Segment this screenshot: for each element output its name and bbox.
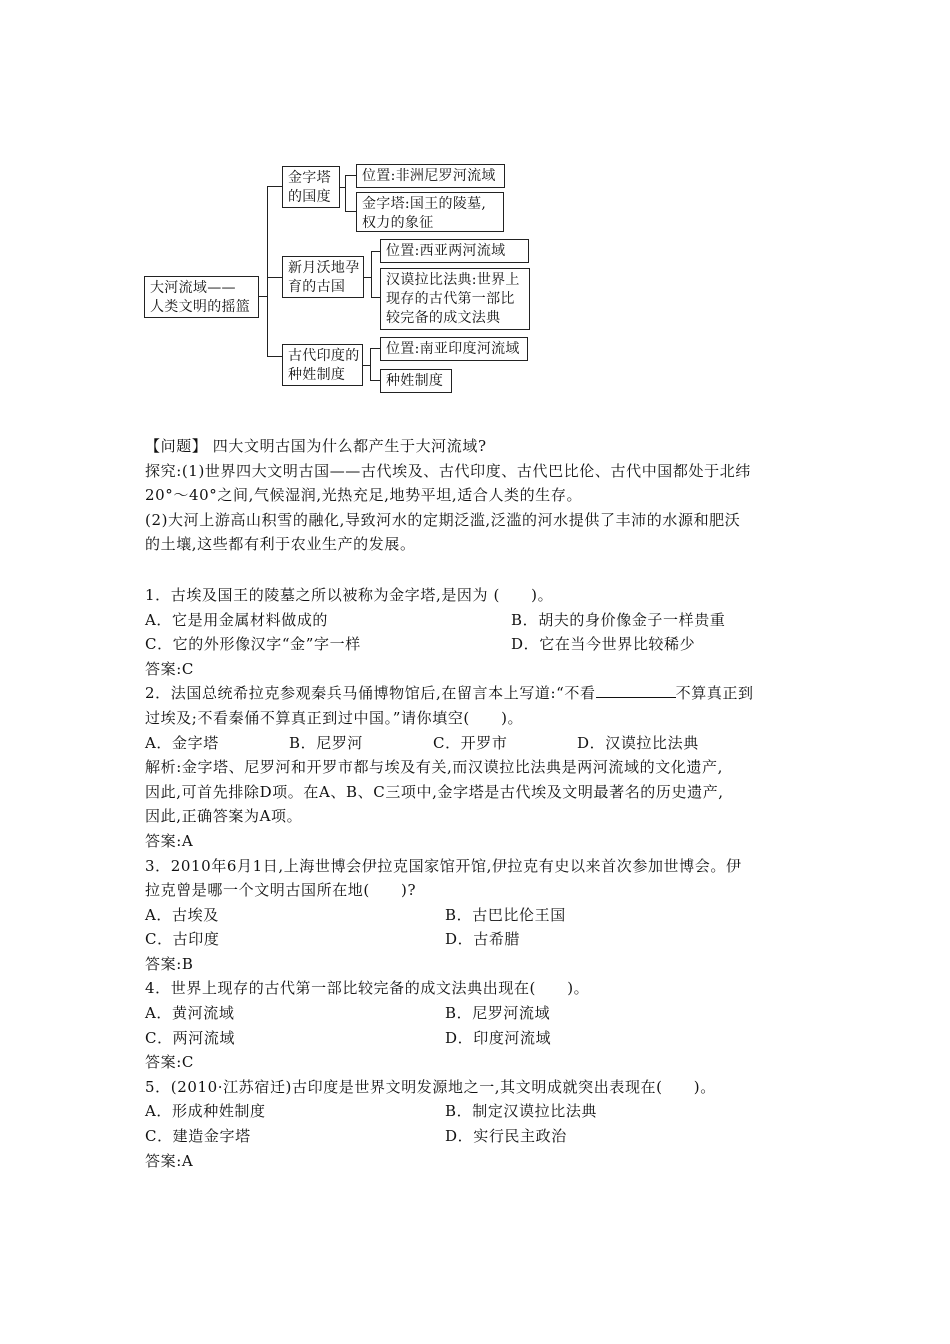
exercise-stem: 拉克曾是哪一个文明古国所在地( )?: [145, 881, 417, 900]
answer: 答案:A: [145, 831, 194, 850]
option: C．两河流域: [145, 1028, 236, 1047]
option: B．尼罗河流域: [445, 1004, 551, 1023]
option-row: [145, 1026, 810, 1051]
map-branch-line: 种姓制度: [288, 367, 346, 383]
map-item-line: 位置:非洲尼罗河流域: [362, 168, 496, 184]
connector: [371, 251, 372, 298]
explore-line: 20°～40°之间,气候湿润,光热充足,地势平坦,适合人类的生存。: [145, 486, 583, 505]
option: D．它在当今世界比较稀少: [511, 635, 696, 654]
map-item-line: 权力的象征: [362, 215, 434, 231]
question-heading: [145, 434, 810, 459]
map-item-line: 较完备的成文法典: [386, 310, 501, 326]
exercise-stem: 过埃及;不看秦俑不算真正到过中国。”请你填空( )。: [145, 708, 524, 727]
map-root-line: 大河流域——: [150, 280, 236, 296]
connector: [267, 186, 268, 357]
connector: [370, 348, 371, 381]
option-row: [145, 608, 810, 633]
analysis-line: 因此,可首先排除D项。在A、B、C三项中,金字塔是古代埃及文明最著名的历史遗产,: [145, 782, 724, 801]
fill-blank: [596, 683, 676, 698]
question-tag: 【问题】: [145, 437, 208, 455]
exercise-stem: 3．2010年6月1日,上海世博会伊拉克国家馆开馆,伊拉克有史以来首次参加世博会。伊: [145, 856, 742, 875]
option-row: [145, 903, 810, 928]
question-text: 四大文明古国为什么都产生于大河流域?: [207, 437, 487, 455]
map-item-line: 位置:西亚两河流域: [386, 243, 506, 259]
option: C．它的外形像汉字“金”字一样: [145, 635, 361, 654]
option: A．黄河流域: [145, 1004, 235, 1023]
concept-map: [0, 0, 950, 400]
option: D．印度河流域: [445, 1028, 552, 1047]
stem-part: 2．法国总统希拉克参观秦兵马俑博物馆后,在留言本上写道:“不看: [145, 684, 596, 703]
option: D．汉谟拉比法典: [577, 733, 699, 752]
option: D．古希腊: [445, 930, 521, 949]
explore-line: (2)大河上游高山积雪的融化,导致河水的定期泛滥,泛滥的河水提供了丰沛的水源和肥沃: [145, 510, 741, 529]
connector: [267, 356, 282, 357]
option: D．实行民主政治: [445, 1127, 567, 1146]
option-row: [145, 1124, 810, 1149]
map-branch-line: 古代印度的: [288, 348, 360, 364]
map-branch-caste: [282, 344, 363, 386]
exercise-stem: [145, 681, 810, 706]
connector: [370, 380, 380, 381]
option: C．开罗市: [433, 733, 508, 752]
map-root-line: 人类文明的摇篮: [150, 299, 251, 315]
option: A．金字塔: [145, 733, 219, 752]
connector: [370, 348, 380, 349]
explore-line: 探究:(1)世界四大文明古国——古代埃及、古代印度、古代巴比伦、古代中国都处于北纬: [145, 461, 751, 480]
option: A．它是用金属材料做成的: [145, 610, 329, 629]
option: B．制定汉谟拉比法典: [445, 1102, 598, 1121]
connector: [267, 186, 282, 187]
connector: [345, 175, 356, 176]
option-row: [145, 1099, 810, 1124]
connector: [371, 297, 380, 298]
option-row: [145, 731, 810, 756]
connector: [371, 251, 380, 252]
map-item-line: 位置:南亚印度河流域: [386, 341, 520, 357]
option-row: [145, 632, 810, 657]
map-item-line: 金字塔:国王的陵墓,: [362, 196, 487, 212]
exercise-stem: 4．世界上现存的古代第一部比较完备的成文法典出现在( )。: [145, 979, 590, 998]
option-row: [145, 1001, 810, 1026]
option: B．尼罗河: [289, 733, 364, 752]
map-item-line: 汉谟拉比法典:世界上: [386, 272, 520, 288]
option-row: [145, 927, 810, 952]
connector: [345, 175, 346, 212]
spacer: [145, 557, 810, 583]
stem-part: 不算真正到: [675, 684, 754, 703]
explore-line: 的土壤,这些都有利于农业生产的发展。: [145, 535, 416, 554]
option: A．古埃及: [145, 905, 219, 924]
map-item: [380, 239, 529, 263]
option: B．胡夫的身价像金子一样贵重: [511, 610, 726, 629]
map-branch-pyramid: [282, 166, 340, 208]
map-branch-line: 的国度: [288, 189, 331, 205]
map-item-line: 现存的古代第一部比: [386, 291, 515, 307]
map-item: [380, 369, 452, 393]
exercise-stem: 5．(2010·江苏宿迁)古印度是世界文明发源地之一,其文明成就突出表现在( )。: [145, 1077, 716, 1096]
map-branch-line: 育的古国: [288, 279, 346, 295]
answer: 答案:C: [145, 659, 194, 678]
connector: [345, 211, 356, 212]
map-branch-line: 新月沃地孕: [288, 260, 360, 276]
answer: 答案:C: [145, 1053, 194, 1072]
analysis-line: 因此,正确答案为A项。: [145, 807, 303, 826]
map-item: [380, 268, 530, 330]
exercise-stem: 1．古埃及国王的陵墓之所以被称为金字塔,是因为 ( )。: [145, 585, 554, 604]
map-item-line: 种姓制度: [386, 373, 444, 389]
map-item: [356, 164, 505, 188]
option: C．建造金字塔: [145, 1127, 251, 1146]
map-item: [356, 192, 504, 232]
connector: [267, 277, 282, 278]
option: C．古印度: [145, 930, 220, 949]
map-branch-fertile-crescent: [282, 256, 364, 298]
text-body: [145, 434, 810, 1173]
option: B．古巴比伦王国: [445, 905, 566, 924]
analysis-line: 解析:金字塔、尼罗河和开罗市都与埃及有关,而汉谟拉比法典是两河流域的文化遗产,: [145, 758, 723, 777]
option: A．形成种姓制度: [145, 1102, 266, 1121]
answer: 答案:B: [145, 954, 194, 973]
answer: 答案:A: [145, 1151, 194, 1170]
map-item: [380, 337, 528, 361]
map-root: [144, 276, 259, 318]
map-branch-line: 金字塔: [288, 170, 331, 186]
